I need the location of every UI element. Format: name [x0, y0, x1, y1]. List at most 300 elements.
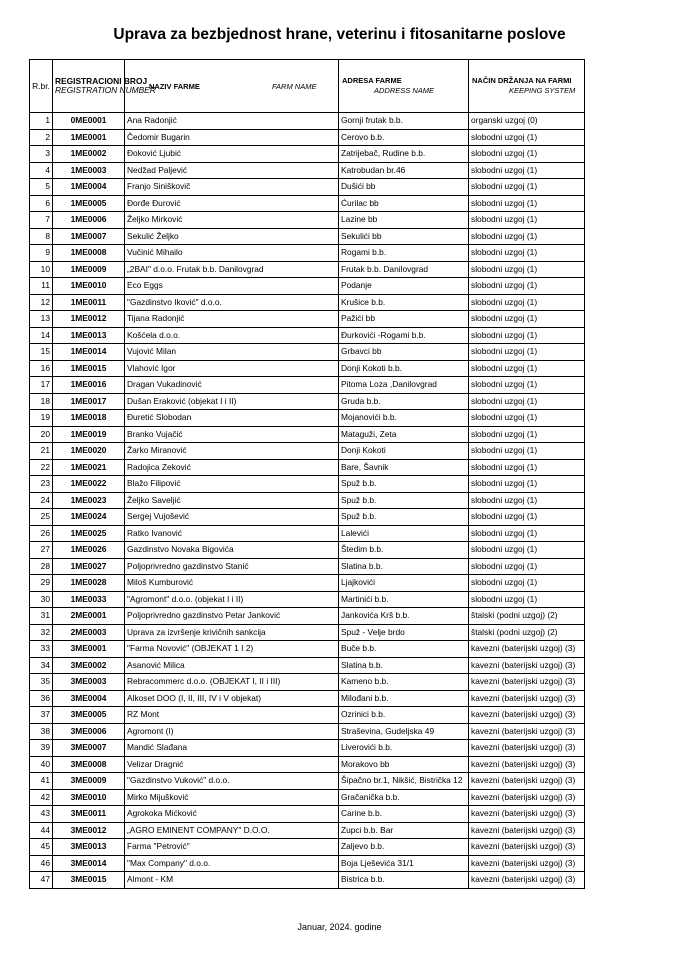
table-row: [30, 113, 585, 130]
keeping-system: slobodni uzgoj (1): [469, 542, 585, 559]
table-row: [30, 773, 585, 790]
farm-name: "Farma Novović" (OBJEKAT 1 I 2): [125, 641, 339, 658]
table-row: [30, 195, 585, 212]
row-number: 20: [30, 426, 53, 443]
keeping-system: kavezni (baterijski uzgoj) (3): [469, 674, 585, 691]
farm-address: Carine b.b.: [339, 806, 469, 823]
farm-name: Blažo Filipović: [125, 476, 339, 493]
farm-address: Zatrijebač, Rudine b.b.: [339, 146, 469, 163]
row-number: 29: [30, 575, 53, 592]
table-row: [30, 311, 585, 328]
farm-name: Uprava za izvršenje krivičnih sankcija: [125, 624, 339, 641]
table-header-row: [30, 60, 585, 113]
row-number: 3: [30, 146, 53, 163]
row-number: 35: [30, 674, 53, 691]
row-number: 8: [30, 228, 53, 245]
table-row: [30, 690, 585, 707]
keeping-system: slobodni uzgoj (1): [469, 261, 585, 278]
registration-number: 1ME0020: [53, 443, 125, 460]
farm-address: Gračanička b.b.: [339, 789, 469, 806]
keeping-system: slobodni uzgoj (1): [469, 311, 585, 328]
registration-number: 1ME0001: [53, 129, 125, 146]
row-number: 37: [30, 707, 53, 724]
registration-number: 1ME0022: [53, 476, 125, 493]
row-number: 15: [30, 344, 53, 361]
keeping-system: kavezni (baterijski uzgoj) (3): [469, 872, 585, 889]
keeping-system: kavezni (baterijski uzgoj) (3): [469, 789, 585, 806]
farm-address: Gruda b.b.: [339, 393, 469, 410]
farm-address: Jankovića Krš b.b.: [339, 608, 469, 625]
table-row: [30, 179, 585, 196]
registration-number: 3ME0004: [53, 690, 125, 707]
keeping-system: slobodni uzgoj (1): [469, 129, 585, 146]
registration-number: 3ME0015: [53, 872, 125, 889]
table-row: [30, 393, 585, 410]
row-number: 41: [30, 773, 53, 790]
farm-address: Šipačno br.1, Nikšić, Bistrička 12: [339, 773, 469, 790]
table-row: [30, 162, 585, 179]
page-title: Uprava za bezbjednost hrane, veterinu i fitosanitarne poslove: [113, 26, 566, 43]
row-number: 19: [30, 410, 53, 427]
keeping-system: slobodni uzgoj (1): [469, 459, 585, 476]
farm-address: Mataguži, Zeta: [339, 426, 469, 443]
header-keeping-system: [469, 60, 585, 113]
registry-table: [29, 59, 585, 889]
farm-address: Buče b.b.: [339, 641, 469, 658]
header-farm-name: [125, 60, 339, 113]
table-row: [30, 855, 585, 872]
farm-name: „AGRO EMINENT COMPANY" D.O.O.: [125, 822, 339, 839]
row-number: 5: [30, 179, 53, 196]
row-number: 27: [30, 542, 53, 559]
farm-name: Željko Mirković: [125, 212, 339, 229]
registration-number: 0ME0001: [53, 113, 125, 130]
header-rbr: R.br.: [30, 60, 53, 113]
farm-address: Spuž - Velje brdo: [339, 624, 469, 641]
farm-name: Branko Vujačić: [125, 426, 339, 443]
farm-name: Dragan Vukadinović: [125, 377, 339, 394]
farm-name: "Gazdinstvo Iković" d.o.o.: [125, 294, 339, 311]
table-row: [30, 492, 585, 509]
row-number: 11: [30, 278, 53, 295]
registration-number: 1ME0012: [53, 311, 125, 328]
table-row: [30, 245, 585, 262]
row-number: 23: [30, 476, 53, 493]
table-row: [30, 674, 585, 691]
farm-name: Poljoprivredno gazdinstvo Stanić: [125, 558, 339, 575]
keeping-system: slobodni uzgoj (1): [469, 146, 585, 163]
row-number: 1: [30, 113, 53, 130]
table-row: [30, 641, 585, 658]
farm-address: Donji Kokoti b.b.: [339, 360, 469, 377]
keeping-system: slobodni uzgoj (1): [469, 443, 585, 460]
farm-address: Martinići b.b.: [339, 591, 469, 608]
farm-name: Asanović Milica: [125, 657, 339, 674]
table-row: [30, 872, 585, 889]
table-row: [30, 839, 585, 856]
farm-name: Čedomir Bugarin: [125, 129, 339, 146]
registration-number: 1ME0016: [53, 377, 125, 394]
table-row: [30, 509, 585, 526]
table-row: [30, 278, 585, 295]
farm-address: Spuž b.b.: [339, 509, 469, 526]
farm-name: Vujović Milan: [125, 344, 339, 361]
keeping-system: kavezni (baterijski uzgoj) (3): [469, 855, 585, 872]
keeping-system: slobodni uzgoj (1): [469, 360, 585, 377]
registration-number: 1ME0019: [53, 426, 125, 443]
row-number: 17: [30, 377, 53, 394]
keeping-system: slobodni uzgoj (1): [469, 575, 585, 592]
table-row: [30, 476, 585, 493]
table-row: [30, 822, 585, 839]
table-row: [30, 212, 585, 229]
keeping-system: kavezni (baterijski uzgoj) (3): [469, 839, 585, 856]
farm-address: Ćurilac bb: [339, 195, 469, 212]
registration-number: 1ME0023: [53, 492, 125, 509]
registration-number: 1ME0008: [53, 245, 125, 262]
registration-number: 1ME0004: [53, 179, 125, 196]
keeping-system: štalski (podni uzgoj) (2): [469, 624, 585, 641]
farm-name: Velizar Dragnić: [125, 756, 339, 773]
keeping-system: slobodni uzgoj (1): [469, 591, 585, 608]
keeping-system: slobodni uzgoj (1): [469, 393, 585, 410]
farm-name: Nedžad Paljević: [125, 162, 339, 179]
row-number: 42: [30, 789, 53, 806]
registration-number: 1ME0015: [53, 360, 125, 377]
header-keeping-english: KEEPING SYSTEM: [509, 86, 576, 95]
keeping-system: slobodni uzgoj (1): [469, 195, 585, 212]
farm-address: Milođani b.b.: [339, 690, 469, 707]
table-row: [30, 261, 585, 278]
farm-name: "Gazdinstvo Vuković" d.o.o.: [125, 773, 339, 790]
farm-address: Spuž b.b.: [339, 476, 469, 493]
table-row: [30, 344, 585, 361]
keeping-system: kavezni (baterijski uzgoj) (3): [469, 723, 585, 740]
registration-number: 1ME0033: [53, 591, 125, 608]
row-number: 31: [30, 608, 53, 625]
table-row: [30, 740, 585, 757]
farm-address: Rogami b.b.: [339, 245, 469, 262]
keeping-system: štalski (podni uzgoj) (2): [469, 608, 585, 625]
farm-name: RZ Mont: [125, 707, 339, 724]
farm-name: Agrokoka Mićković: [125, 806, 339, 823]
registration-number: 1ME0024: [53, 509, 125, 526]
farm-name: Agromont (I): [125, 723, 339, 740]
registration-number: 2ME0003: [53, 624, 125, 641]
row-number: 47: [30, 872, 53, 889]
farm-address: Ljajkovići: [339, 575, 469, 592]
row-number: 39: [30, 740, 53, 757]
row-number: 25: [30, 509, 53, 526]
farm-address: Štedim b.b.: [339, 542, 469, 559]
keeping-system: slobodni uzgoj (1): [469, 377, 585, 394]
registration-number: 1ME0018: [53, 410, 125, 427]
farm-name: Sekulić Željko: [125, 228, 339, 245]
header-farm-name-label: NAZIV FARME: [149, 82, 200, 91]
farm-address: Zupci b.b. Bar: [339, 822, 469, 839]
registration-number: 3ME0012: [53, 822, 125, 839]
registration-number: 1ME0003: [53, 162, 125, 179]
registration-number: 3ME0005: [53, 707, 125, 724]
farm-address: Boja Lješevića 31/1: [339, 855, 469, 872]
row-number: 34: [30, 657, 53, 674]
keeping-system: kavezni (baterijski uzgoj) (3): [469, 806, 585, 823]
farm-name: Miloš Kumburović: [125, 575, 339, 592]
row-number: 33: [30, 641, 53, 658]
row-number: 13: [30, 311, 53, 328]
registration-number: 1ME0002: [53, 146, 125, 163]
registration-number: 1ME0028: [53, 575, 125, 592]
farm-address: Podanje: [339, 278, 469, 295]
keeping-system: slobodni uzgoj (1): [469, 228, 585, 245]
row-number: 21: [30, 443, 53, 460]
table-body: [30, 113, 585, 889]
row-number: 18: [30, 393, 53, 410]
table-row: [30, 624, 585, 641]
farm-address: Katrobudan br.46: [339, 162, 469, 179]
registration-number: 3ME0007: [53, 740, 125, 757]
table-row: [30, 558, 585, 575]
row-number: 43: [30, 806, 53, 823]
farm-address: Pitoma Loza ,Danilovgrad: [339, 377, 469, 394]
farm-address: Cerovo b.b.: [339, 129, 469, 146]
farm-name: Alkoset DOO (I, II, III, IV i V objekat): [125, 690, 339, 707]
header-registration-label: REGISTRACIONI BROJ: [55, 76, 148, 86]
table-row: [30, 443, 585, 460]
registration-number: 3ME0008: [53, 756, 125, 773]
header-registration-number: [53, 60, 156, 113]
keeping-system: kavezni (baterijski uzgoj) (3): [469, 641, 585, 658]
row-number: 22: [30, 459, 53, 476]
keeping-system: slobodni uzgoj (1): [469, 509, 585, 526]
keeping-system: slobodni uzgoj (1): [469, 212, 585, 229]
farm-name: Košćela d.o.o.: [125, 327, 339, 344]
row-number: 36: [30, 690, 53, 707]
table-row: [30, 707, 585, 724]
table-row: [30, 542, 585, 559]
registration-number: 1ME0026: [53, 542, 125, 559]
keeping-system: slobodni uzgoj (1): [469, 344, 585, 361]
farm-address: Frutak b.b. Danilovgrad: [339, 261, 469, 278]
row-number: 14: [30, 327, 53, 344]
farm-address: Ozrinici b.b.: [339, 707, 469, 724]
header-address: [339, 60, 469, 113]
farm-name: Ana Radonjić: [125, 113, 339, 130]
farm-address: Slatina b.b.: [339, 657, 469, 674]
registration-number: 1ME0027: [53, 558, 125, 575]
registration-number: 1ME0005: [53, 195, 125, 212]
keeping-system: slobodni uzgoj (1): [469, 327, 585, 344]
table-row: [30, 756, 585, 773]
row-number: 32: [30, 624, 53, 641]
keeping-system: kavezni (baterijski uzgoj) (3): [469, 740, 585, 757]
farm-name: "Agromont" d.o.o. (objekat I i II): [125, 591, 339, 608]
farm-name: Poljoprivredno gazdinstvo Petar Janković: [125, 608, 339, 625]
registration-number: 1ME0011: [53, 294, 125, 311]
farm-name: Gazdinstvo Novaka Bigovića: [125, 542, 339, 559]
keeping-system: slobodni uzgoj (1): [469, 476, 585, 493]
table-row: [30, 410, 585, 427]
table-row: [30, 608, 585, 625]
farm-address: Lalevići: [339, 525, 469, 542]
table-row: [30, 723, 585, 740]
farm-name: Dušan Eraković (objekat I i II): [125, 393, 339, 410]
table-row: [30, 129, 585, 146]
farm-name: Ratko Ivanović: [125, 525, 339, 542]
farm-address: Mojanovići b.b.: [339, 410, 469, 427]
keeping-system: slobodni uzgoj (1): [469, 278, 585, 295]
farm-address: Gornji frutak b.b.: [339, 113, 469, 130]
table-row: [30, 657, 585, 674]
farm-address: Spuž b.b.: [339, 492, 469, 509]
registration-number: 1ME0014: [53, 344, 125, 361]
farm-name: Mandić Slađana: [125, 740, 339, 757]
row-number: 40: [30, 756, 53, 773]
farm-name: Željko Saveljić: [125, 492, 339, 509]
farm-name: „2BAI" d.o.o. Frutak b.b. Danilovgrad: [125, 261, 339, 278]
farm-name: Eco Eggs: [125, 278, 339, 295]
registration-number: 3ME0011: [53, 806, 125, 823]
farm-name: Vučinić Mihailo: [125, 245, 339, 262]
farm-name: Farma "Petrović": [125, 839, 339, 856]
farm-address: Zaljevo b.b.: [339, 839, 469, 856]
farm-name: Vlahović Igor: [125, 360, 339, 377]
farm-address: Bistrica b.b.: [339, 872, 469, 889]
farm-name: Rebracommerc d.o.o. (OBJEKAT I, II i III): [125, 674, 339, 691]
farm-name: Franjo Siniškovič: [125, 179, 339, 196]
header-address-label: ADRESA FARME: [342, 76, 402, 85]
registration-number: 3ME0003: [53, 674, 125, 691]
farm-name: Almont - KM: [125, 872, 339, 889]
registration-number: 3ME0009: [53, 773, 125, 790]
row-number: 46: [30, 855, 53, 872]
farm-name: Mirko Mijušković: [125, 789, 339, 806]
registration-number: 1ME0010: [53, 278, 125, 295]
farm-address: Sekulići bb: [339, 228, 469, 245]
farm-address: Straševina, Gudeljska 49: [339, 723, 469, 740]
registration-number: 3ME0001: [53, 641, 125, 658]
keeping-system: kavezni (baterijski uzgoj) (3): [469, 690, 585, 707]
farm-name: Žarko Miranović: [125, 443, 339, 460]
farm-address: Morakovo bb: [339, 756, 469, 773]
farm-address: Dušići bb: [339, 179, 469, 196]
row-number: 30: [30, 591, 53, 608]
row-number: 45: [30, 839, 53, 856]
registration-number: 1ME0021: [53, 459, 125, 476]
farm-address: Đurkovići -Rogami b.b.: [339, 327, 469, 344]
registration-number: 3ME0006: [53, 723, 125, 740]
row-number: 9: [30, 245, 53, 262]
header-registration-english: REGISTRATION NUMBER: [55, 85, 156, 95]
table-row: [30, 360, 585, 377]
keeping-system: slobodni uzgoj (1): [469, 162, 585, 179]
row-number: 38: [30, 723, 53, 740]
table-row: [30, 591, 585, 608]
farm-address: Pažići bb: [339, 311, 469, 328]
farm-name: "Max Company" d.o.o.: [125, 855, 339, 872]
farm-address: Kameno b.b.: [339, 674, 469, 691]
farm-name: Radojica Zeković: [125, 459, 339, 476]
registration-number: 1ME0007: [53, 228, 125, 245]
farm-address: Krušice b.b.: [339, 294, 469, 311]
farm-address: Donji Kokoti: [339, 443, 469, 460]
row-number: 44: [30, 822, 53, 839]
header-farm-name-english: FARM NAME: [272, 82, 317, 91]
row-number: 6: [30, 195, 53, 212]
row-number: 2: [30, 129, 53, 146]
row-number: 24: [30, 492, 53, 509]
table-row: [30, 525, 585, 542]
farm-name: Đorđe Đurović: [125, 195, 339, 212]
table-row: [30, 806, 585, 823]
registration-number: 3ME0002: [53, 657, 125, 674]
keeping-system: kavezni (baterijski uzgoj) (3): [469, 756, 585, 773]
keeping-system: slobodni uzgoj (1): [469, 179, 585, 196]
keeping-system: slobodni uzgoj (1): [469, 245, 585, 262]
row-number: 28: [30, 558, 53, 575]
registration-number: 1ME0013: [53, 327, 125, 344]
table-row: [30, 228, 585, 245]
keeping-system: slobodni uzgoj (1): [469, 410, 585, 427]
row-number: 4: [30, 162, 53, 179]
registration-number: 3ME0013: [53, 839, 125, 856]
registration-number: 3ME0014: [53, 855, 125, 872]
farm-address: Grbavci bb: [339, 344, 469, 361]
keeping-system: kavezni (baterijski uzgoj) (3): [469, 707, 585, 724]
keeping-system: slobodni uzgoj (1): [469, 558, 585, 575]
farm-address: Slatina b.b.: [339, 558, 469, 575]
row-number: 10: [30, 261, 53, 278]
table-row: [30, 327, 585, 344]
keeping-system: slobodni uzgoj (1): [469, 426, 585, 443]
keeping-system: kavezni (baterijski uzgoj) (3): [469, 657, 585, 674]
header-keeping-label: NAČIN DRŽANJA NA FARMI: [472, 76, 572, 85]
registration-number: 3ME0010: [53, 789, 125, 806]
row-number: 16: [30, 360, 53, 377]
farm-name: Tijana Radonjić: [125, 311, 339, 328]
keeping-system: slobodni uzgoj (1): [469, 525, 585, 542]
footer-date: Januar, 2024. godine: [297, 922, 382, 932]
keeping-system: kavezni (baterijski uzgoj) (3): [469, 822, 585, 839]
table-row: [30, 426, 585, 443]
table-row: [30, 459, 585, 476]
keeping-system: slobodni uzgoj (1): [469, 492, 585, 509]
registration-number: 1ME0025: [53, 525, 125, 542]
table-row: [30, 789, 585, 806]
registration-number: 1ME0006: [53, 212, 125, 229]
farm-name: Đoković Ljubić: [125, 146, 339, 163]
keeping-system: organski uzgoj (0): [469, 113, 585, 130]
farm-address: Liverovići b.b.: [339, 740, 469, 757]
table-row: [30, 294, 585, 311]
row-number: 12: [30, 294, 53, 311]
table-row: [30, 575, 585, 592]
registration-number: 1ME0017: [53, 393, 125, 410]
keeping-system: kavezni (baterijski uzgoj) (3): [469, 773, 585, 790]
row-number: 26: [30, 525, 53, 542]
registration-number: 2ME0001: [53, 608, 125, 625]
farm-name: Đuretić Slobodan: [125, 410, 339, 427]
keeping-system: slobodni uzgoj (1): [469, 294, 585, 311]
registration-number: 1ME0009: [53, 261, 125, 278]
table-row: [30, 146, 585, 163]
header-address-english: ADDRESS NAME: [374, 86, 435, 95]
farm-address: Bare, Šavnik: [339, 459, 469, 476]
table-row: [30, 377, 585, 394]
farm-address: Lazine bb: [339, 212, 469, 229]
row-number: 7: [30, 212, 53, 229]
farm-name: Sergej Vujošević: [125, 509, 339, 526]
